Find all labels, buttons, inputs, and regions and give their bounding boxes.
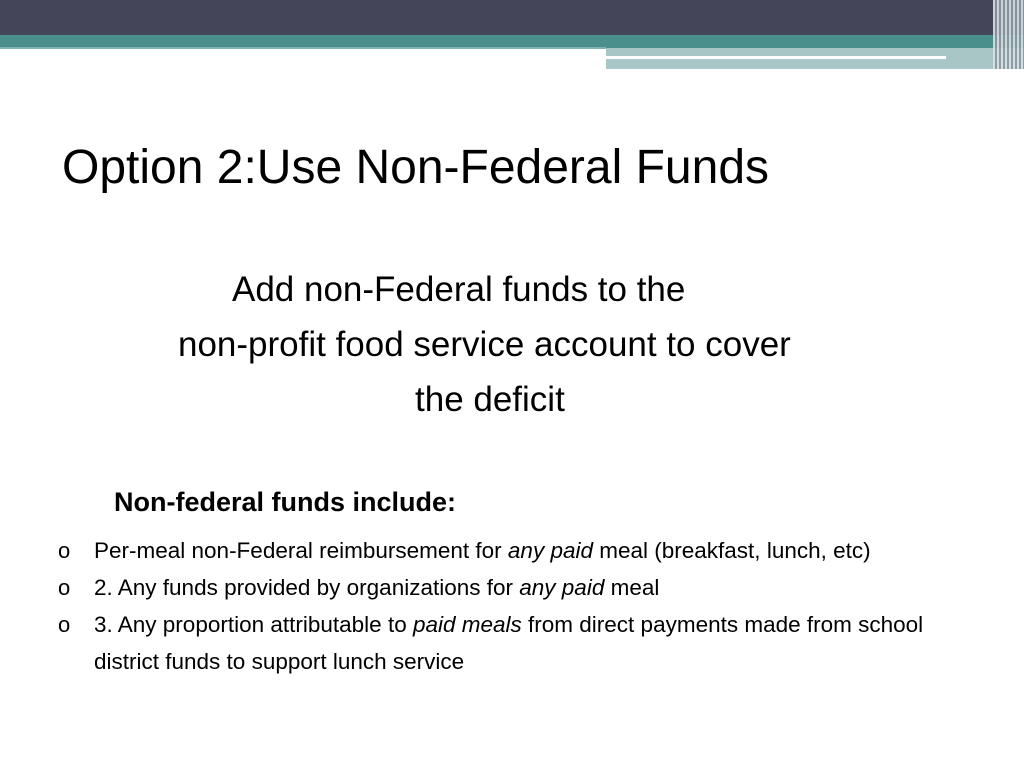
slide-subtitle [160, 262, 960, 427]
subtitle-line-2: non-profit food service account to cover [178, 325, 791, 364]
bullet-text-after: from direct payments made from school district funds to support lunch service [94, 612, 924, 674]
bullet-item [58, 532, 968, 569]
hollow-bullet-icon: o [58, 575, 71, 600]
bullet-text-after: meal (breakfast, lunch, etc) [593, 538, 871, 563]
bullet-text-after: meal [604, 575, 660, 600]
hollow-bullet-icon: o [58, 538, 71, 563]
header-thin-line [0, 47, 606, 49]
slide-title: Option 2:Use Non-Federal Funds [62, 141, 770, 194]
subtitle-line-3: the deficit [415, 380, 565, 419]
header-dark-band [0, 0, 1024, 35]
header-white-line [606, 56, 946, 59]
bullet-text-emphasis: any paid [507, 538, 593, 563]
bullet-text-before: 2. Any funds provided by organizations for [94, 575, 520, 600]
include-heading: Non-federal funds include: [114, 487, 457, 517]
bullet-item [58, 569, 968, 606]
bullet-text-emphasis: paid meals [412, 612, 522, 637]
header-stripes-decoration [993, 0, 1024, 69]
bullet-item [58, 606, 968, 680]
bullet-text-emphasis: any paid [519, 575, 605, 600]
bullet-text-before: Per-meal non-Federal reimbursement for [94, 538, 508, 563]
bullet-text-before: 3. Any proportion attributable to [94, 612, 413, 637]
hollow-bullet-icon: o [58, 612, 71, 637]
bullet-list [58, 532, 968, 680]
subtitle-line-1: Add non-Federal funds to the [232, 270, 686, 309]
